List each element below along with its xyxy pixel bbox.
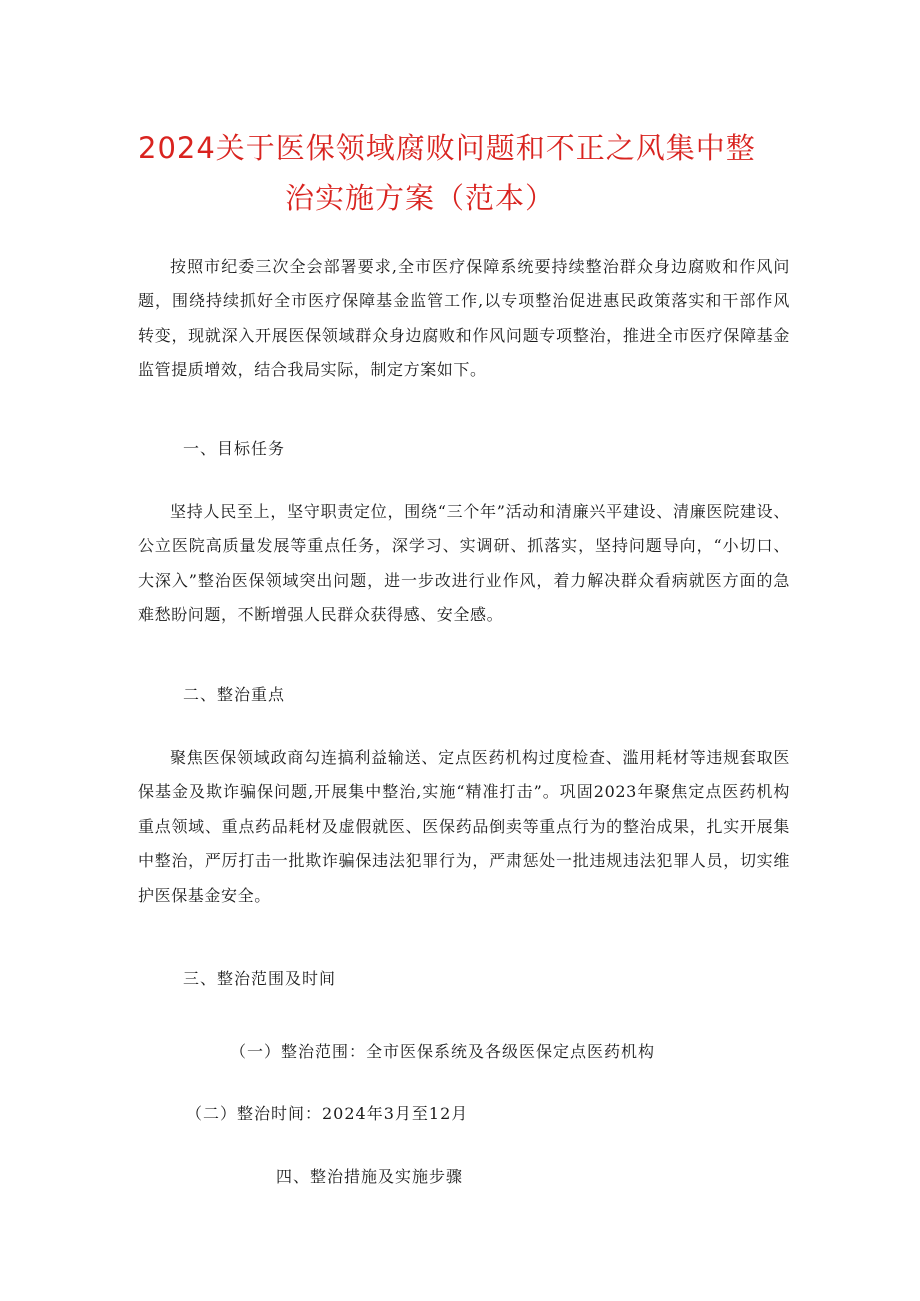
section-2-paragraph: 聚焦医保领域政商勾连搞利益输送、定点医药机构过度检查、滥用耗材等违规套取医保基金及欺诈骗保问题,开展集中整治,实施“精准打击”。巩固2023年聚焦定点医药机构重点领域、重点药品耗材及虚假就医、医保药品倒卖等重点行为的整治成果，扎实开展集中整治，严厉打击一批欺诈骗保违法犯罪行为，严肃惩处一批违规违法犯罪人员，切实维护医保基金安全。 — [138, 748, 790, 905]
section-3-scope: （一）整治范围：全市医保系统及各级医保定点医药机构 — [230, 1042, 656, 1061]
intro-paragraph: 按照市纪委三次全会部署要求,全市医疗保障系统要持续整治群众身边腐败和作风问题，围绕持续抓好全市医疗保障基金监管工作,以专项整治促进惠民政策落实和干部作风转变，现就深入开展医保领域群众身边腐败和作风问题专项整治，推进全市医疗保障基金监管提质增效，结合我局实际，制定方案如下。 — [138, 257, 790, 380]
section-3-period: （二）整治时间：2024年3月至12月 — [186, 1104, 469, 1123]
section-1-heading: 一、目标任务 — [183, 439, 286, 458]
section-2-heading: 二、整治重点 — [183, 685, 286, 704]
section-3-heading: 三、整治范围及时间 — [183, 969, 337, 988]
section-4-heading: 四、整治措施及实施步骤 — [276, 1167, 464, 1186]
document-title-line-1: 2024关于医保领域腐败问题和不正之风集中整 — [138, 131, 756, 165]
section-1-paragraph: 坚持人民至上，坚守职责定位，围绕“三个年”活动和清廉兴平建设、清廉医院建设、公立医院高质量发展等重点任务，深学习、实调研、抓落实，坚持问题导向，“小切口、大深入”整治医保领域突出问题，进一步改进行业作风，着力解决群众看病就医方面的急难愁盼问题，不断增强人民群众获得感、安全感。 — [138, 502, 790, 625]
document-title-line-2: 治实施方案（范本） — [285, 181, 556, 215]
